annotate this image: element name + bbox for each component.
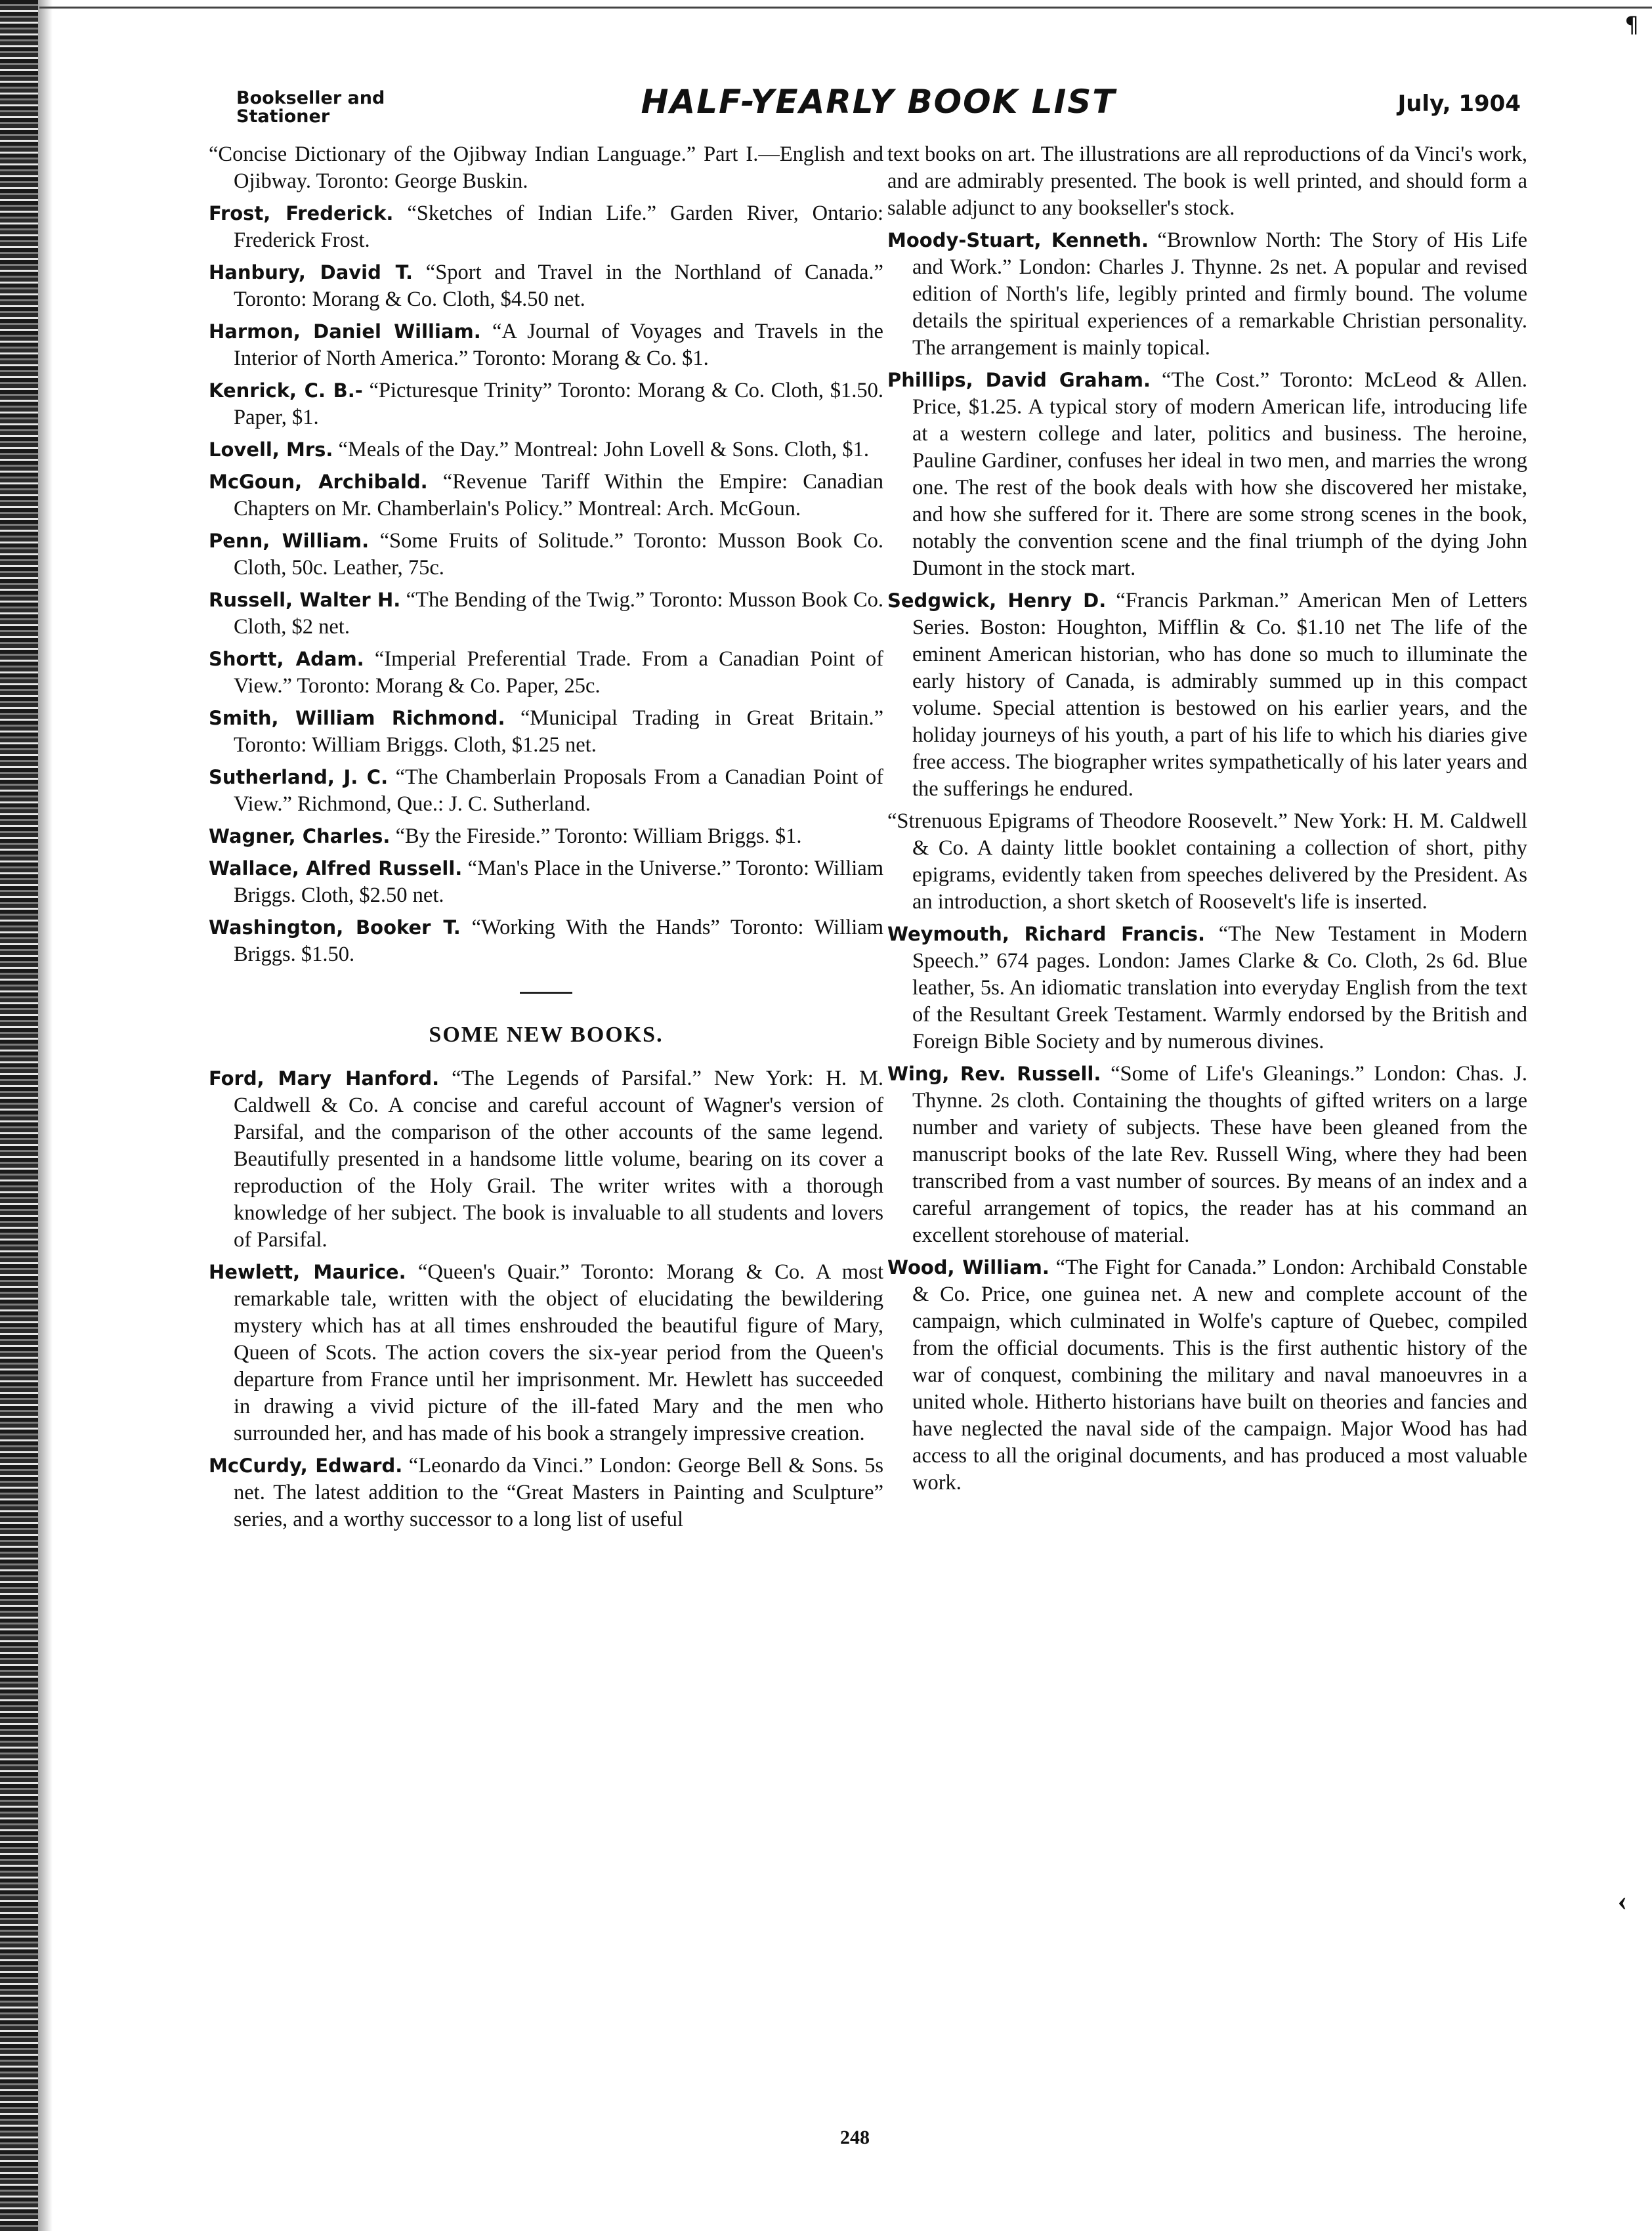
book-entry [209, 436, 883, 463]
book-description: “The Legends of Parsifal.” New York: H. M. Caldwell & Co. A concise and careful account of Wagner's version of Parsifal, and the comparison of the other accounts of the same legend. Beautifully presented in a handsome little volume, bearing on its cover a reproduction of the Holy Grail. The writer writes with a thorough knowledge of her subject. The book is invaluable to all students and lovers of Parsifal. [234, 1067, 883, 1252]
page-title: HALF-YEARLY BOOK LIST [641, 83, 1116, 121]
book-entry [209, 1065, 883, 1254]
book-list-part-two [887, 227, 1527, 1497]
continued-entry: text books on art. The illustrations are all reproductions of da Vinci's work, and are admirably presented. The book is well printed, and should form a salable adjunct to any bookseller's stock. [887, 142, 1527, 220]
section-divider [520, 992, 572, 994]
book-description: “Working With the Hands” Toronto: William Briggs. $1.50. [234, 916, 883, 966]
book-entry [887, 367, 1527, 582]
book-entry [887, 227, 1527, 362]
book-description: “Municipal Trading in Great Britain.” Toronto: William Briggs. Cloth, $1.25 net. [234, 706, 883, 757]
book-author: Shortt, Adam. [209, 648, 364, 670]
book-description: “Man's Place in the Universe.” Toronto: William Briggs. Cloth, $2.50 net. [234, 857, 883, 907]
book-spine-shadow [0, 0, 38, 2231]
book-description: “Imperial Preferential Trade. From a Canadian Point of View.” Toronto: Morang & Co. Paper, 25c. [234, 647, 883, 698]
book-author: Sutherland, J. C. [209, 766, 389, 788]
book-entry [209, 528, 883, 582]
book-entry [209, 914, 883, 968]
book-author: Russell, Walter H. [209, 589, 401, 611]
book-entry [887, 921, 1527, 1055]
book-list-part-one [209, 141, 883, 968]
book-description: “Francis Parkman.” American Men of Letters Series. Boston: Houghton, Mifflin & Co. $1.10 net The life of the eminent American historian, who has done so much to illuminate the early history of Canada, is admirably summed up in this compact volume. Special attention is bestowed on his earlier years, and the holiday journeys of his youth, a part of his life to which his diaries give free access. The biographer writes sympathetically of his later years and the sufferings he endured. [912, 589, 1528, 801]
top-rule [39, 7, 1652, 9]
book-description: “The Bending of the Twig.” Toronto: Musson Book Co. Cloth, $2 net. [234, 588, 883, 639]
book-entry [209, 259, 883, 313]
book-entry [209, 377, 883, 431]
book-description: “By the Fireside.” Toronto: William Briggs. $1. [390, 824, 802, 848]
book-description: “The Cost.” Toronto: McLeod & Allen. Price, $1.25. A typical story of modern American life, introducing life at a western college and later, politics and business. The heroine, Pauline Gardiner, confuses her ideal in two men, and marries the wrong one. The rest of the book deals with how she discovered her mistake, and how she suffered for it. There are some strong scenes in the book, notably the convention scene and the final triumph of the dying John Dumont in the stock mart. [912, 368, 1527, 580]
page-number: 248 [840, 2127, 870, 2148]
book-entry [887, 808, 1527, 916]
book-description: “Concise Dictionary of the Ojibway Indian Language.” Part I.—English and Ojibway. Toronto: George Buskin. [209, 142, 883, 193]
book-entry [209, 1259, 883, 1447]
new-books-list [209, 1065, 883, 1533]
book-author: Kenrick, C. B.- [209, 379, 363, 402]
book-description: “The Chamberlain Proposals From a Canadian Point of View.” Richmond, Que.: J. C. Sutherland. [234, 765, 883, 816]
book-entry [209, 587, 883, 641]
book-description: “A Journal of Voyages and Travels in the Interior of North America.” Toronto: Morang & Co. $1. [234, 320, 883, 370]
book-description: “Some Fruits of Solitude.” Toronto: Musson Book Co. Cloth, 50c. Leather, 75c. [234, 529, 883, 580]
book-description: “Sketches of Indian Life.” Garden River, Ontario: Frederick Frost. [234, 202, 883, 252]
book-author: Phillips, David Graham. [887, 369, 1151, 391]
publication-name-line: Stationer [236, 106, 330, 127]
book-entry [209, 469, 883, 522]
publication-name-line: Bookseller and [236, 88, 385, 108]
left-column [209, 141, 883, 1539]
book-entry [209, 855, 883, 909]
running-head [236, 77, 1521, 150]
corner-mark: ¶ [1624, 12, 1639, 38]
book-author: Hanbury, David T. [209, 261, 413, 284]
book-author: Wing, Rev. Russell. [887, 1063, 1101, 1085]
book-author: Ford, Mary Hanford. [209, 1067, 440, 1090]
book-author: Washington, Booker T. [209, 916, 461, 939]
book-entry [209, 764, 883, 818]
book-description: “Leonardo da Vinci.” London: George Bell & Sons. 5s net. The latest addition to the “Great Masters in Painting and Sculpture” series, and a worthy successor to a long list of useful [234, 1454, 883, 1531]
book-author: Penn, William. [209, 530, 370, 552]
book-author: McCurdy, Edward. [209, 1455, 403, 1477]
book-entry [209, 1453, 883, 1533]
book-entry [209, 646, 883, 700]
book-description: “Brownlow North: The Story of His Life and Work.” London: Charles J. Thynne. 2s net. A popular and revised edition of North's life, legibly printed and firmly bound. The volume details the spiritual experiences of a remarkable Christian personality. The arrangement is mainly topical. [912, 228, 1527, 360]
book-author: Smith, William Richmond. [209, 707, 505, 729]
book-author: Harmon, Daniel William. [209, 320, 481, 343]
book-entry [209, 823, 883, 850]
book-author: McGoun, Archibald. [209, 471, 428, 493]
book-entry [209, 141, 883, 195]
book-entry [887, 587, 1527, 803]
book-description: “The New Testament in Modern Speech.” 674 pages. London: James Clarke & Co. Cloth, 2s 6d. Blue leather, 5s. An idiomatic translation into everyday English from the text of the Resultant Greek Testament. Warmly endorsed by the British and Foreign Bible Society and by numerous divines. [912, 922, 1527, 1053]
book-author: Moody-Stuart, Kenneth. [887, 229, 1149, 251]
book-description: “Picturesque Trinity” Toronto: Morang & Co. Cloth, $1.50. Paper, $1. [234, 379, 883, 429]
book-description: “Meals of the Day.” Montreal: John Lovell & Sons. Cloth, $1. [333, 438, 870, 461]
book-entry [209, 200, 883, 254]
book-author: Wagner, Charles. [209, 825, 391, 847]
book-entry [887, 1254, 1527, 1497]
issue-date: July, 1904 [1397, 91, 1521, 117]
book-author: Lovell, Mrs. [209, 438, 333, 461]
margin-mark: ‹ [1617, 1884, 1627, 1917]
book-author: Wood, William. [887, 1256, 1049, 1279]
right-column [887, 141, 1527, 1502]
book-entry [209, 318, 883, 372]
book-author: Weymouth, Richard Francis. [887, 923, 1205, 945]
book-author: Hewlett, Maurice. [209, 1261, 406, 1283]
book-author: Wallace, Alfred Russell. [209, 857, 463, 880]
book-description: “Strenuous Epigrams of Theodore Roosevelt.” New York: H. M. Caldwell & Co. A dainty little booklet containing a collection of short, pithy epigrams, evidently taken from speeches delivered by the President. As an introduction, a short sketch of Roosevelt's life is inserted. [887, 809, 1527, 914]
book-author: Sedgwick, Henry D. [887, 589, 1107, 612]
book-description: “The Fight for Canada.” London: Archibald Constable & Co. Price, one guinea net. A new and complete account of the campaign, which culminated in Wolfe's capture of Quebec, compiled from the official documents. This is the first authentic history of the war of conquest, combining the military and naval manoeuvres in a united whole. Hitherto historians have built on theories and fancies and have neglected the naval side of the campaign. Major Wood has had access to all the original documents, and has produced a most valuable work. [912, 1256, 1527, 1495]
book-description: “Revenue Tariff Within the Empire: Canadian Chapters on Mr. Chamberlain's Policy.” Montreal: Arch. McGoun. [234, 470, 883, 521]
section-heading: SOME NEW BOOKS. [429, 1023, 664, 1047]
book-description: “Some of Life's Gleanings.” London: Chas. J. Thynne. 2s cloth. Containing the thoughts of gifted writers on a large number and variety of subjects. These have been gleaned from the manuscript books of the late Rev. Russell Wing, where they had been transcribed from a vast number of sources. By means of an index and a careful arrangement of topics, the reader has at his command an excellent storehouse of material. [912, 1062, 1527, 1247]
book-description: “Queen's Quair.” Toronto: Morang & Co. A most remarkable tale, written with the object of elucidating the bewildering mystery which has at all times enshrouded the beautiful figure of Mary, Queen of Scots. The action covers the six-year period from the Queen's departure from France until her imprisonment. Mr. Hewlett has succeeded in drawing a vivid picture of the ill-fated Mary and the men who surrounded her, and has made of his book a strangely impressive creation. [234, 1260, 884, 1445]
book-entry [209, 705, 883, 759]
book-description: “Sport and Travel in the Northland of Canada.” Toronto: Morang & Co. Cloth, $4.50 net. [234, 261, 883, 311]
book-author: Frost, Frederick. [209, 202, 394, 224]
book-entry [887, 1061, 1527, 1249]
